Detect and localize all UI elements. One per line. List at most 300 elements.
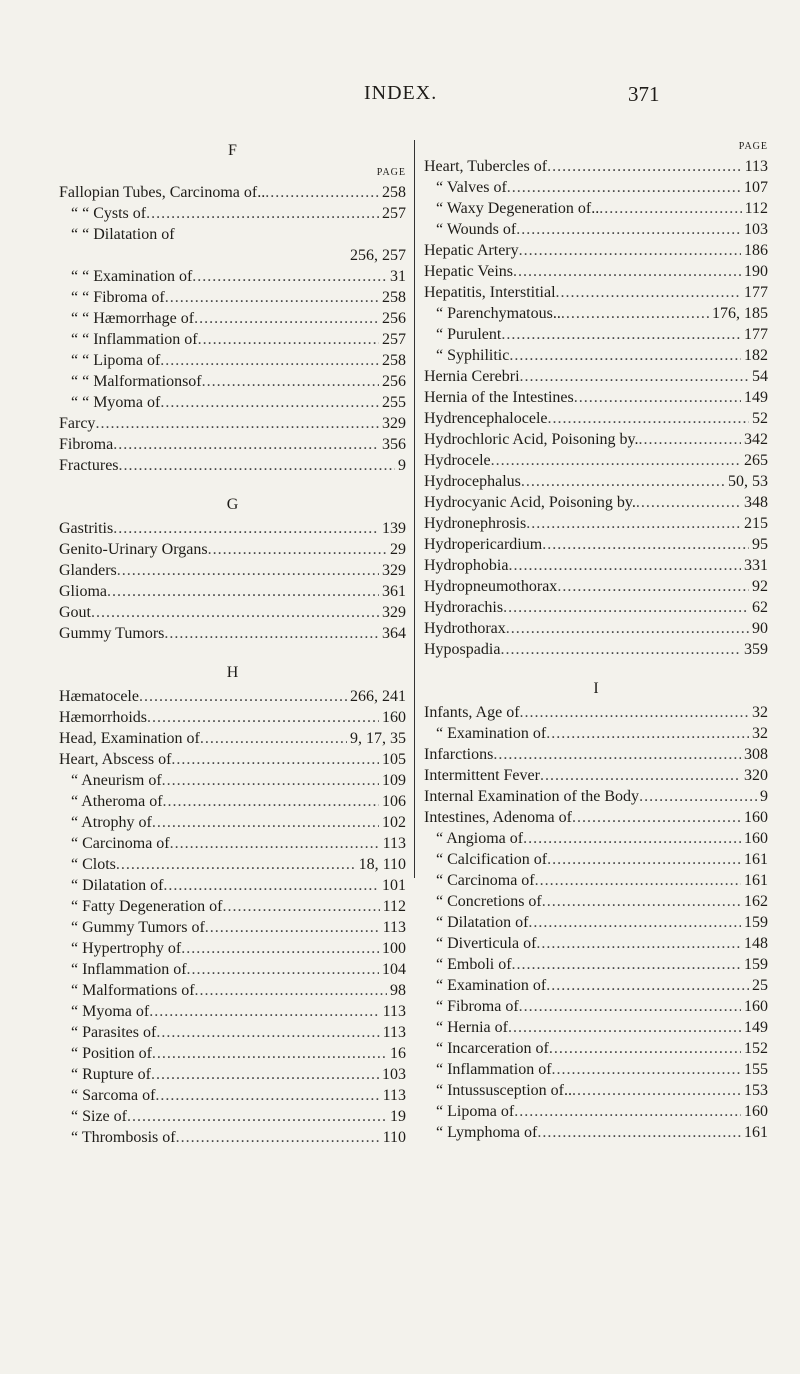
leader-dots bbox=[119, 455, 395, 476]
index-entry bbox=[59, 434, 406, 455]
entry-label: Farcy bbox=[59, 415, 96, 432]
leader-dots bbox=[507, 177, 741, 198]
leader-dots bbox=[113, 518, 379, 539]
leader-dots bbox=[516, 219, 741, 240]
entry-label: Internal Examination of the Body bbox=[424, 788, 640, 805]
leader-dots bbox=[194, 308, 379, 329]
entry-label: Intestines, Adenoma of bbox=[424, 809, 572, 826]
index-entry bbox=[424, 975, 768, 996]
entry-page: 90 bbox=[752, 620, 768, 637]
entry-page: 92 bbox=[752, 578, 768, 595]
index-entry bbox=[59, 455, 406, 476]
entry-label: Hypospadia bbox=[424, 641, 501, 658]
index-entry bbox=[424, 534, 768, 555]
entry-label: “ Size of bbox=[71, 1108, 127, 1125]
entry-page: 161 bbox=[744, 872, 768, 889]
leader-dots bbox=[127, 1106, 387, 1127]
entry-label: Head, Examination of bbox=[59, 730, 200, 747]
leader-dots bbox=[508, 555, 741, 576]
entry-page: 54 bbox=[752, 368, 768, 385]
entry-label: “ Position of bbox=[71, 1045, 152, 1062]
index-entry bbox=[59, 728, 406, 749]
section-letter: F bbox=[228, 142, 237, 159]
index-entry bbox=[59, 1043, 406, 1064]
index-entry bbox=[424, 555, 768, 576]
index-entry bbox=[59, 1106, 406, 1127]
leader-dots bbox=[523, 828, 741, 849]
entry-page: 364 bbox=[382, 625, 406, 642]
entry-label: Hydropneumothorax bbox=[424, 578, 558, 595]
entry-page: 98 bbox=[390, 982, 406, 999]
entry-page: 266, 241 bbox=[350, 688, 406, 705]
entry-page: 331 bbox=[744, 557, 768, 574]
index-entry bbox=[424, 618, 768, 639]
entry-page: 361 bbox=[382, 583, 406, 600]
entry-page: 256 bbox=[382, 310, 406, 327]
leader-dots bbox=[542, 891, 741, 912]
entry-label: Fibroma bbox=[59, 436, 114, 453]
index-entry bbox=[424, 408, 768, 429]
leader-dots bbox=[265, 182, 379, 203]
entry-page: 177 bbox=[744, 284, 768, 301]
entry-label: Hydrophobia bbox=[424, 557, 509, 574]
index-entry bbox=[424, 513, 768, 534]
index-entry bbox=[424, 1038, 768, 1059]
entry-label: “ Inflammation of bbox=[71, 961, 187, 978]
entry-label: Infants, Age of bbox=[424, 704, 520, 721]
entry-page: 113 bbox=[382, 919, 406, 936]
leader-dots bbox=[171, 749, 379, 770]
entry-label: Hepatic Veins bbox=[424, 263, 514, 280]
leader-dots bbox=[95, 413, 379, 434]
leader-dots bbox=[552, 1059, 741, 1080]
entry-page: 265 bbox=[744, 452, 768, 469]
entry-label: Hydrothorax bbox=[424, 620, 506, 637]
leader-dots bbox=[200, 728, 347, 749]
entry-page: 16 bbox=[390, 1045, 406, 1062]
left-index-column bbox=[59, 138, 406, 1148]
entry-page: 177 bbox=[744, 326, 768, 343]
entry-label: “ Gummy Tumors of bbox=[71, 919, 205, 936]
index-entry bbox=[424, 786, 768, 807]
leader-dots bbox=[549, 1038, 741, 1059]
leader-dots bbox=[574, 387, 741, 408]
entry-label: Hæmorrhoids bbox=[59, 709, 147, 726]
entry-page: 113 bbox=[382, 835, 406, 852]
leader-dots bbox=[493, 744, 741, 765]
column-divider bbox=[414, 140, 415, 878]
index-entry bbox=[59, 917, 406, 938]
index-entry bbox=[424, 702, 768, 723]
entry-label: “ “ Fibroma of bbox=[71, 289, 165, 306]
leader-dots bbox=[181, 938, 379, 959]
entry-label: Hydrocele bbox=[424, 452, 491, 469]
index-entry bbox=[59, 266, 406, 287]
leader-dots bbox=[501, 324, 741, 345]
entry-page: 103 bbox=[744, 221, 768, 238]
index-entry bbox=[59, 245, 406, 266]
entry-page: 152 bbox=[744, 1040, 768, 1057]
index-entry bbox=[424, 849, 768, 870]
entry-label: Heart, Tubercles of bbox=[424, 158, 548, 175]
index-entry bbox=[59, 791, 406, 812]
index-entry bbox=[424, 345, 768, 366]
index-entry bbox=[59, 1085, 406, 1106]
entry-page: 161 bbox=[744, 851, 768, 868]
leader-dots bbox=[223, 896, 380, 917]
index-entry bbox=[424, 177, 768, 198]
entry-label: Gummy Tumors bbox=[59, 625, 165, 642]
leader-dots bbox=[160, 392, 379, 413]
entry-label: Hydrochloric Acid, Poisoning by. bbox=[424, 431, 639, 448]
entry-page: 186 bbox=[744, 242, 768, 259]
entry-page: 101 bbox=[382, 877, 406, 894]
entry-label: Hydrocephalus bbox=[424, 473, 521, 490]
leader-dots bbox=[155, 1085, 379, 1106]
section-letter: I bbox=[593, 680, 599, 697]
entry-label: “ “ Lipoma of bbox=[71, 352, 161, 369]
index-entry bbox=[59, 875, 406, 896]
index-entry bbox=[59, 1022, 406, 1043]
index-entry bbox=[59, 854, 406, 875]
entry-label: Heart, Abscess of bbox=[59, 751, 172, 768]
index-entry bbox=[424, 1017, 768, 1038]
section-gap bbox=[59, 644, 406, 660]
entry-label: “ Malformations of bbox=[71, 982, 195, 999]
entry-page: 113 bbox=[382, 1024, 406, 1041]
entry-page: 113 bbox=[744, 158, 768, 175]
entry-page: 257 bbox=[382, 331, 406, 348]
entry-label: “ Intussusception of.. bbox=[436, 1082, 572, 1099]
entry-page: 19 bbox=[390, 1108, 406, 1125]
entry-label: “ Diverticula of bbox=[436, 935, 537, 952]
leader-dots bbox=[639, 429, 742, 450]
entry-page: 257 bbox=[382, 205, 406, 222]
leader-dots bbox=[513, 261, 741, 282]
leader-dots bbox=[107, 581, 379, 602]
leader-dots bbox=[636, 492, 741, 513]
index-entry bbox=[424, 387, 768, 408]
page-column-label: PAGE bbox=[738, 141, 768, 152]
leader-dots bbox=[599, 198, 741, 219]
entry-label: Infarctions bbox=[424, 746, 494, 763]
index-entry bbox=[424, 219, 768, 240]
entry-page: 109 bbox=[382, 772, 406, 789]
leader-dots bbox=[176, 1127, 380, 1148]
entry-page: 100 bbox=[382, 940, 406, 957]
right-index-column bbox=[424, 138, 768, 1143]
entry-label: “ Hernia of bbox=[436, 1019, 508, 1036]
index-entry bbox=[424, 597, 768, 618]
entry-page: 159 bbox=[744, 956, 768, 973]
leader-dots bbox=[547, 849, 741, 870]
page-header bbox=[0, 82, 800, 112]
entry-page: 139 bbox=[382, 520, 406, 537]
index-entry bbox=[424, 954, 768, 975]
entry-label: Hydrocyanic Acid, Poisoning by. bbox=[424, 494, 636, 511]
entry-page: 106 bbox=[382, 793, 406, 810]
index-entry bbox=[424, 366, 768, 387]
index-entry bbox=[424, 996, 768, 1017]
entry-page: 329 bbox=[382, 604, 406, 621]
leader-dots bbox=[192, 266, 387, 287]
leader-dots bbox=[202, 371, 379, 392]
leader-dots bbox=[546, 975, 749, 996]
index-entry bbox=[59, 602, 406, 623]
entry-page: 9 bbox=[398, 457, 406, 474]
entry-page: 104 bbox=[382, 961, 406, 978]
entry-label: “ “ Dilatation of bbox=[71, 226, 175, 243]
leader-dots bbox=[187, 959, 379, 980]
entry-page: 148 bbox=[744, 935, 768, 952]
index-entry bbox=[59, 938, 406, 959]
index-entry bbox=[424, 828, 768, 849]
index-entry bbox=[59, 350, 406, 371]
leader-dots bbox=[540, 765, 741, 786]
entry-label: “ Parasites of bbox=[71, 1024, 157, 1041]
leader-dots bbox=[151, 1064, 379, 1085]
index-entry bbox=[424, 156, 768, 177]
leader-dots bbox=[491, 450, 741, 471]
entry-label: Fractures bbox=[59, 457, 119, 474]
entry-label: “ Carcinoma of bbox=[436, 872, 535, 889]
entry-page: 255 bbox=[382, 394, 406, 411]
index-entry bbox=[424, 450, 768, 471]
leader-dots bbox=[165, 287, 379, 308]
entry-page: 329 bbox=[382, 562, 406, 579]
leader-dots bbox=[572, 807, 741, 828]
entry-label: Hydrencephalocele bbox=[424, 410, 548, 427]
entry-label: “ “ Hæmorrhage of bbox=[71, 310, 195, 327]
index-entry bbox=[59, 308, 406, 329]
index-entry bbox=[424, 912, 768, 933]
entry-page: 359 bbox=[744, 641, 768, 658]
leader-dots bbox=[639, 786, 757, 807]
entry-label: “ “ Examination of bbox=[71, 268, 193, 285]
leader-dots bbox=[152, 1043, 387, 1064]
entry-label: Genito-Urinary Organs bbox=[59, 541, 208, 558]
leader-dots bbox=[520, 366, 749, 387]
leader-dots bbox=[506, 618, 749, 639]
leader-dots bbox=[170, 833, 380, 854]
entry-page: 32 bbox=[752, 725, 768, 742]
entry-label: “ Atheroma of bbox=[71, 793, 163, 810]
entry-label: “ Myoma of bbox=[71, 1003, 150, 1020]
entry-label: “ Examination of bbox=[436, 977, 547, 994]
entry-page: 52 bbox=[752, 410, 768, 427]
index-entry bbox=[424, 198, 768, 219]
entry-page: 160 bbox=[744, 830, 768, 847]
leader-dots bbox=[164, 623, 379, 644]
index-entry bbox=[59, 413, 406, 434]
index-entry bbox=[59, 539, 406, 560]
index-entry bbox=[59, 203, 406, 224]
index-entry bbox=[424, 639, 768, 660]
entry-label: “ Aneurism of bbox=[71, 772, 162, 789]
leader-dots bbox=[503, 597, 749, 618]
entry-page: 18, 110 bbox=[358, 856, 406, 873]
entry-page: 320 bbox=[744, 767, 768, 784]
index-entry bbox=[424, 429, 768, 450]
entry-label: Hydropericardium bbox=[424, 536, 543, 553]
entry-page: 162 bbox=[744, 893, 768, 910]
leader-dots bbox=[537, 1122, 741, 1143]
index-entry bbox=[424, 744, 768, 765]
index-entry bbox=[59, 287, 406, 308]
entry-label: “ Rupture of bbox=[71, 1066, 151, 1083]
entry-page: 9, 17, 35 bbox=[350, 730, 406, 747]
entry-page: 31 bbox=[390, 268, 406, 285]
entry-label: Gastritis bbox=[59, 520, 114, 537]
leader-dots bbox=[113, 434, 379, 455]
entry-page: 110 bbox=[382, 1129, 406, 1146]
entry-page: 102 bbox=[382, 814, 406, 831]
entry-label: “ Examination of bbox=[436, 725, 547, 742]
entry-page: 112 bbox=[382, 898, 406, 915]
leader-dots bbox=[208, 539, 387, 560]
entry-page: 161 bbox=[744, 1124, 768, 1141]
leader-dots bbox=[542, 534, 749, 555]
index-entry bbox=[424, 1059, 768, 1080]
entry-label: “ Inflammation of bbox=[436, 1061, 552, 1078]
index-entry bbox=[424, 1080, 768, 1101]
section-gap bbox=[59, 476, 406, 492]
leader-dots bbox=[91, 602, 379, 623]
entry-label: “ Purulent bbox=[436, 326, 502, 343]
leader-dots bbox=[195, 980, 387, 1001]
leader-dots bbox=[198, 329, 379, 350]
leader-dots bbox=[508, 1017, 741, 1038]
entry-label: “ Sarcoma of bbox=[71, 1087, 156, 1104]
index-entry bbox=[59, 980, 406, 1001]
page-number: 371 bbox=[628, 82, 660, 106]
entry-label: “ Valves of bbox=[436, 179, 507, 196]
index-entry bbox=[59, 623, 406, 644]
entry-page: 160 bbox=[744, 998, 768, 1015]
entry-page: 182 bbox=[744, 347, 768, 364]
entry-page: 258 bbox=[382, 352, 406, 369]
index-entry bbox=[424, 492, 768, 513]
entry-label: Hepatic Artery bbox=[424, 242, 519, 259]
entry-label: “ Dilatation of bbox=[71, 877, 164, 894]
index-entry bbox=[59, 371, 406, 392]
index-entry bbox=[59, 329, 406, 350]
entry-page: 176, 185 bbox=[712, 305, 768, 322]
entry-label: Hydrorachis bbox=[424, 599, 504, 616]
index-entry bbox=[59, 707, 406, 728]
leader-dots bbox=[500, 639, 741, 660]
entry-label: “ Clots bbox=[71, 856, 116, 873]
index-entry bbox=[424, 807, 768, 828]
entry-label: Hæmatocele bbox=[59, 688, 139, 705]
leader-dots bbox=[149, 1001, 379, 1022]
entry-page: 62 bbox=[752, 599, 768, 616]
index-entry bbox=[59, 686, 406, 707]
entry-page: 155 bbox=[744, 1061, 768, 1078]
entry-label: “ Lymphoma of bbox=[436, 1124, 538, 1141]
leader-dots bbox=[547, 156, 742, 177]
index-entry bbox=[424, 933, 768, 954]
entry-label: Hernia Cerebri bbox=[424, 368, 520, 385]
entry-label: “ Dilatation of bbox=[436, 914, 529, 931]
entry-page: 32 bbox=[752, 704, 768, 721]
entry-page: 160 bbox=[382, 709, 406, 726]
entry-page: 308 bbox=[744, 746, 768, 763]
entry-page: 356 bbox=[382, 436, 406, 453]
index-entry bbox=[59, 224, 406, 245]
leader-dots bbox=[519, 996, 741, 1017]
entry-label: Intermittent Fever bbox=[424, 767, 540, 784]
entry-label: Glanders bbox=[59, 562, 117, 579]
leader-dots bbox=[163, 791, 379, 812]
entry-page: 149 bbox=[744, 389, 768, 406]
index-entry bbox=[424, 723, 768, 744]
leader-dots bbox=[547, 408, 749, 429]
entry-page: 103 bbox=[382, 1066, 406, 1083]
index-entry bbox=[424, 240, 768, 261]
entry-page: 329 bbox=[382, 415, 406, 432]
entry-label: “ “ Myoma of bbox=[71, 394, 161, 411]
entry-label: “ Concretions of bbox=[436, 893, 542, 910]
leader-dots bbox=[546, 723, 749, 744]
section-letter: H bbox=[226, 664, 239, 681]
page-column-label: PAGE bbox=[376, 167, 406, 178]
leader-dots bbox=[152, 812, 379, 833]
leader-dots bbox=[156, 1022, 379, 1043]
leader-dots bbox=[116, 854, 356, 875]
entry-page: 153 bbox=[744, 1082, 768, 1099]
entry-label: “ Wounds of bbox=[436, 221, 517, 238]
index-entry bbox=[424, 303, 768, 324]
index-entry bbox=[59, 833, 406, 854]
leader-dots bbox=[536, 933, 741, 954]
index-entry bbox=[424, 765, 768, 786]
index-entry bbox=[59, 770, 406, 791]
section-gap bbox=[424, 660, 768, 676]
entry-page: 107 bbox=[744, 179, 768, 196]
leader-dots bbox=[556, 282, 741, 303]
entry-page: 160 bbox=[744, 1103, 768, 1120]
index-entry bbox=[424, 282, 768, 303]
entry-page: 25 bbox=[752, 977, 768, 994]
entry-label: Gout bbox=[59, 604, 91, 621]
entry-page: 190 bbox=[744, 263, 768, 280]
entry-label: “ “ Malformationsof bbox=[71, 373, 202, 390]
index-entry bbox=[59, 1064, 406, 1085]
entry-page: 50, 53 bbox=[728, 473, 768, 490]
entry-label: Hydronephrosis bbox=[424, 515, 527, 532]
entry-label: “ Fatty Degeneration of bbox=[71, 898, 223, 915]
index-entry bbox=[424, 891, 768, 912]
entry-label: Hepatitis, Interstitial bbox=[424, 284, 556, 301]
entry-page: 113 bbox=[382, 1087, 406, 1104]
section-letter: G bbox=[226, 496, 239, 513]
index-entry bbox=[424, 576, 768, 597]
index-entry bbox=[424, 261, 768, 282]
index-entry bbox=[59, 812, 406, 833]
leader-dots bbox=[561, 303, 709, 324]
leader-dots bbox=[535, 870, 741, 891]
entry-page: 112 bbox=[744, 200, 768, 217]
entry-label: “ Atrophy of bbox=[71, 814, 152, 831]
leader-dots bbox=[526, 513, 741, 534]
entry-label: “ Syphilitic bbox=[436, 347, 510, 364]
entry-page: 29 bbox=[390, 541, 406, 558]
index-entry bbox=[424, 1122, 768, 1143]
entry-page: 258 bbox=[382, 184, 406, 201]
index-entry bbox=[59, 1001, 406, 1022]
entry-label: “ Incarceration of bbox=[436, 1040, 549, 1057]
